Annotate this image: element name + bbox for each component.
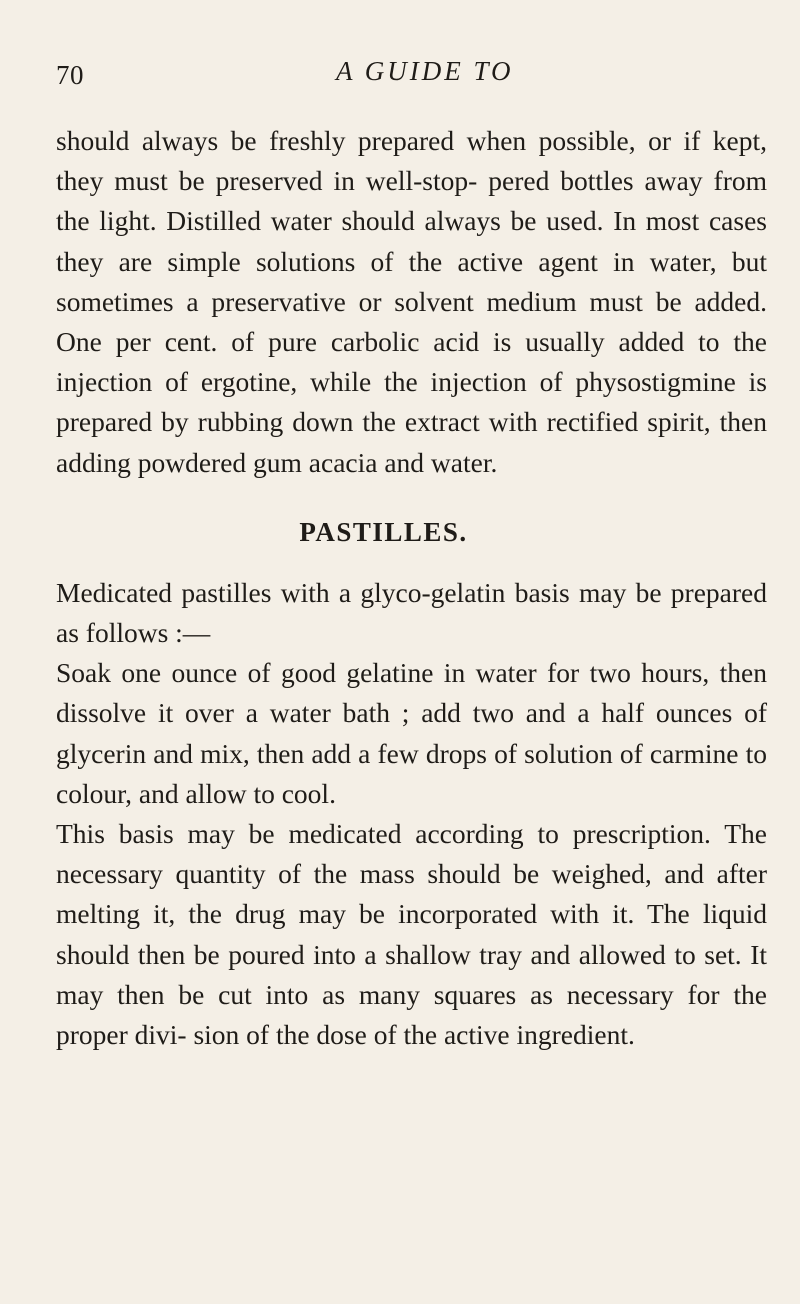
- running-head: [56, 54, 746, 100]
- section-heading-pastilles: PASTILLES.: [299, 516, 468, 547]
- paragraph-injections-continued: should always be freshly prepared when possible, or if kept, they must be preserved in well-stop- pered bottles away from the light. Distilled water should always be used. In most cases they are simple solutions of the active agent in water, but sometimes a preservative or solvent medium must be added. One per cent. of pure carbolic acid is usually added to the injection of ergotine, while the injection of physostigmine is prepared by rubbing down the extract with rectified spirit, then adding powdered gum acacia and water.: [56, 125, 767, 478]
- paragraph-pastilles-intro: Medicated pastilles with a glyco-gelatin basis may be prepared as follows :—: [56, 576, 767, 649]
- paragraph-pastilles-medication: This basis may be medicated according to prescription. The necessary quantity of the mass should be weighed, and after melting it, the drug may be incorporated with it. The liquid should then be poured into a shallow tray and allowed to set. It may then be cut into as many squares as necessary for the proper divi- sion of the dose of the active ingredient.: [56, 818, 767, 1051]
- running-title: A GUIDE TO: [336, 56, 514, 86]
- body-text: [56, 121, 767, 1055]
- paragraph-pastilles-method: Soak one ounce of good gelatine in water for two hours, then dissolve it over a water bath ; add two and a half ounces of glycerin and mix, then add a few drops of solution of carmine to colour, and allow to cool.: [56, 657, 767, 809]
- page-number: 70: [56, 60, 84, 90]
